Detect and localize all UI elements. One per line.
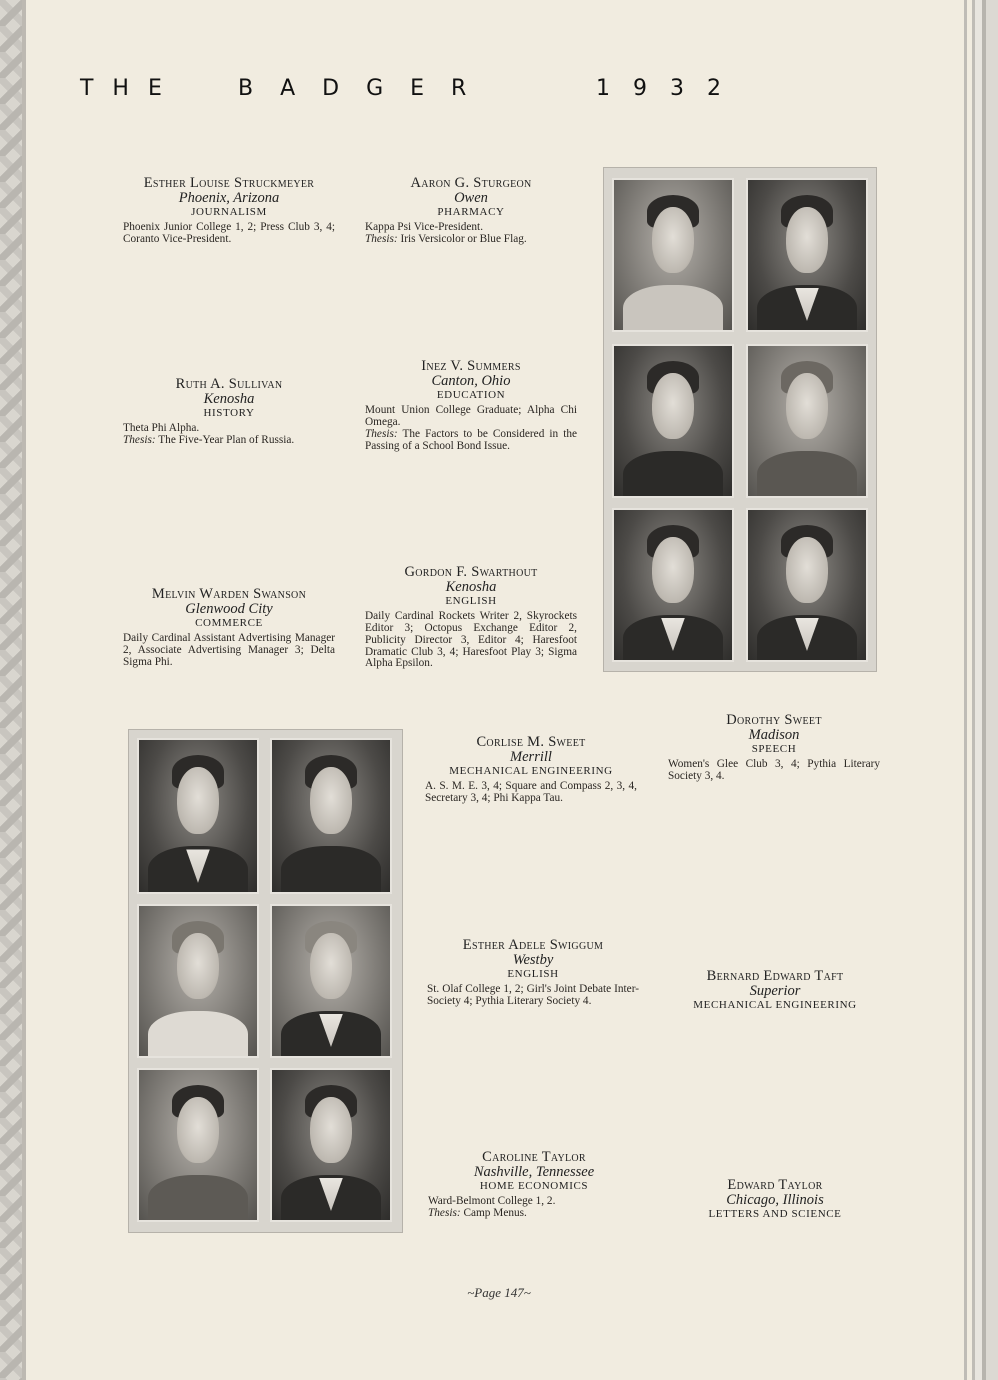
entry-name: Ruth A. Sullivan [175, 376, 283, 392]
thesis-label: Thesis: [123, 433, 156, 446]
entry-taft [668, 969, 882, 1012]
entry-department: ENGLISH [445, 595, 497, 608]
header-badger: B A D G E R [238, 76, 467, 101]
entry-activities: Daily Cardinal Rockets Writer 2, Skyrockets Editor 3; Octopus Exchange Editor 2, Publicity Director 3, Editor 4; Haresfoot Dramatic Club 3, 4; Haresfoot Play 3; Sigma Alpha Epsilon. [365, 609, 577, 670]
left-decorative-border [0, 0, 26, 1380]
entry-department: COMMERCE [195, 617, 263, 630]
portrait-photo [746, 344, 868, 498]
entry-activities: Women's Glee Club 3, 4; Pythia Literary Society 3, 4. [668, 757, 880, 782]
portrait-photo [746, 508, 868, 662]
entry-hometown: Nashville, Tennessee [473, 1164, 595, 1181]
portrait-photo [746, 178, 868, 332]
entry-department: HISTORY [203, 407, 255, 420]
portrait-photo [270, 904, 392, 1058]
entry-name: Aaron G. Sturgeon [410, 175, 532, 191]
entry-sullivan [123, 377, 335, 447]
thesis-text: Camp Menus. [463, 1206, 527, 1219]
thesis-text: The Five-Year Plan of Russia. [158, 433, 295, 446]
entry-department: SPEECH [751, 743, 797, 756]
activities-text: Mount Union College Graduate; Alpha Chi Omega. [365, 403, 577, 428]
entry-hometown: Madison [748, 727, 800, 744]
activities-text: Theta Phi Alpha. [123, 421, 200, 434]
entry-hometown: Westby [512, 952, 554, 969]
entry-department: ENGLISH [507, 968, 559, 981]
entry-swanson [123, 587, 335, 669]
entry-department: HOME ECONOMICS [479, 1180, 589, 1193]
entry-hometown: Canton, Ohio [431, 373, 511, 390]
entry-activities: Daily Cardinal Assistant Advertising Manager 2, Associate Advertising Manager 3; Delta Sigma Phi. [123, 631, 335, 668]
entry-department: MECHANICAL ENGINEERING [693, 999, 857, 1012]
entry-name: Melvin Warden Swanson [151, 586, 307, 602]
entry-swiggum [427, 938, 639, 1008]
header-the: T H E [80, 76, 162, 101]
entry-department: JOURNALISM [191, 206, 267, 219]
entry-hometown: Kenosha [203, 391, 255, 408]
entry-department: LETTERS AND SCIENCE [708, 1208, 842, 1221]
portrait-photo [137, 738, 259, 894]
entry-name: Dorothy Sweet [726, 712, 822, 728]
entry-struckmeyer [123, 176, 335, 246]
entry-activities [428, 1196, 640, 1220]
header-year: 1 9 3 2 [596, 76, 721, 101]
entry-activities: St. Olaf College 1, 2; Girl's Joint Debate Inter-Society 4; Pythia Literary Society 4. [427, 982, 639, 1007]
entry-caroline-taylor [428, 1150, 640, 1220]
entry-name: Caroline Taylor [482, 1149, 586, 1165]
entry-hometown: Kenosha [445, 579, 497, 596]
portrait-photo [612, 344, 734, 498]
entry-hometown: Phoenix, Arizona [178, 190, 280, 207]
entry-hometown: Glenwood City [185, 601, 273, 618]
thesis-label: Thesis: [365, 232, 398, 245]
entry-department: EDUCATION [436, 389, 506, 402]
portrait-photo [137, 1068, 259, 1222]
entry-department: MECHANICAL ENGINEERING [449, 765, 613, 778]
entry-dorothy-sweet [668, 713, 880, 783]
portrait-photo [270, 738, 392, 894]
entry-sturgeon [365, 176, 577, 246]
entry-activities [365, 405, 577, 452]
thesis-text: The Factors to be Considered in the Passing of a School Bond Issue. [365, 427, 577, 452]
entry-name: Inez V. Summers [421, 358, 521, 374]
portrait-photo [612, 508, 734, 662]
portrait-photo [270, 1068, 392, 1222]
photo-block-top [603, 167, 877, 672]
entry-summers [365, 359, 577, 452]
thesis-text: Iris Versicolor or Blue Flag. [400, 232, 527, 245]
activities-text: Kappa Psi Vice-President. [365, 220, 484, 233]
page-header [80, 76, 740, 104]
entry-name: Esther Adele Swiggum [462, 937, 604, 953]
entry-activities: A. S. M. E. 3, 4; Square and Compass 2, 3, 4, Secretary 3, 4; Phi Kappa Tau. [425, 779, 637, 804]
entry-activities: Phoenix Junior College 1, 2; Press Club 3, 4; Coranto Vice-President. [123, 220, 335, 245]
entry-hometown: Owen [454, 190, 488, 207]
entry-corlise-sweet [425, 735, 637, 805]
right-decorative-border [956, 0, 998, 1380]
thesis-label: Thesis: [428, 1206, 461, 1219]
photo-block-bottom [128, 729, 403, 1233]
page-number: ~Page 147~ [467, 1285, 531, 1300]
entry-department: PHARMACY [437, 206, 505, 219]
portrait-photo [137, 904, 259, 1058]
entry-hometown: Chicago, Illinois [726, 1192, 824, 1209]
thesis-label: Thesis: [365, 427, 398, 440]
entry-name: Esther Louise Struckmeyer [143, 175, 315, 191]
entry-activities [365, 222, 577, 246]
portrait-photo [612, 178, 734, 332]
entry-hometown: Superior [749, 983, 801, 1000]
entry-hometown: Merrill [510, 749, 552, 766]
entry-edward-taylor [668, 1178, 882, 1221]
entry-name: Corlise M. Sweet [476, 734, 586, 750]
entry-name: Gordon F. Swarthout [404, 564, 538, 580]
entry-name: Bernard Edward Taft [706, 968, 844, 984]
entry-activities [123, 423, 335, 447]
entry-swarthout [365, 565, 577, 670]
activities-text: Ward-Belmont College 1, 2. [428, 1194, 556, 1207]
entry-name: Edward Taylor [727, 1177, 823, 1193]
